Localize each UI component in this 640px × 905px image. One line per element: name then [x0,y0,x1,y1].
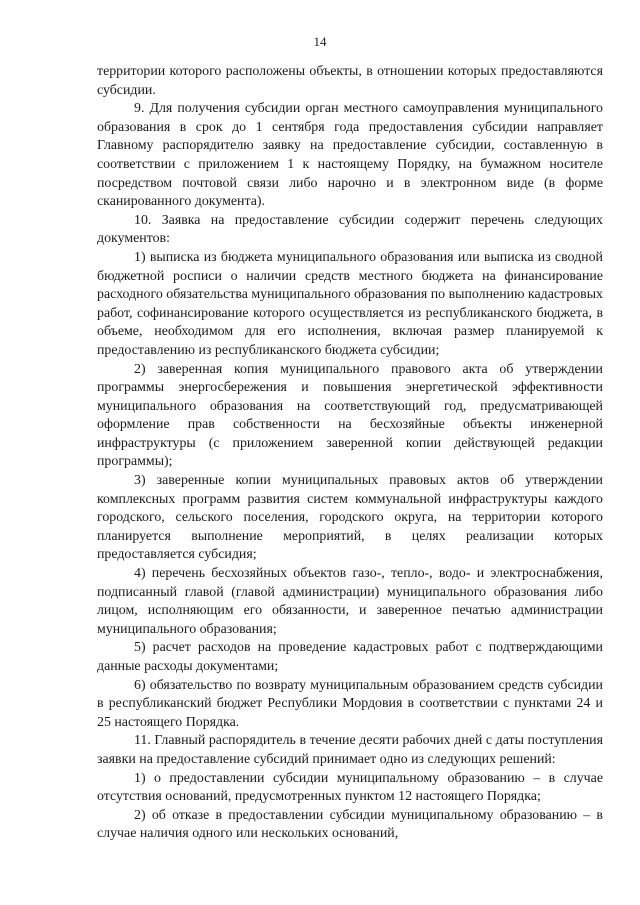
paragraph-item-10: 10. Заявка на предоставление субсидии содержит перечень следующих документов: [97,212,603,247]
paragraph-item-11: 11. Главный распорядитель в течение десяти рабочих дней с даты поступления заявки на предоставление субсидий принимает одно из следующих решений: [97,733,603,767]
paragraph-continuation: территории которого расположены объекты, в отношении которых предоставляются субсидии. [97,64,603,98]
paragraph-subitem-6: 6) обязательство по возврату муниципальным образованием средств субсидии в республиканский бюджет Республики Мордовия в соответствии с пунктами 24 и 25 настоящего Порядка. [97,677,603,730]
paragraph-decision-2: 2) об отказе в предоставлении субсидии муниципальному образованию – в случае наличия одного или нескольких оснований, [97,807,603,842]
page-number: 14 [313,34,327,49]
document-body [97,63,603,844]
paragraph-decision-1: 1) о предоставлении субсидии муниципальному образованию – в случае отсутствия оснований, предусмотренных пунктом 12 настоящего Порядка; [97,770,603,805]
paragraph-item-9: 9. Для получения субсидии орган местного самоуправления муниципального образования в срок до 1 сентября года предоставления субсидии направляет Главному распорядителю заявку на предоставление субсидии, составленную в соответствии с приложением 1 к настоящему Порядку, на бумажном носителе посредством почтовой связи либо нарочно и в электронном виде (в форме сканированного документа). [97,101,603,210]
paragraph-subitem-4: 4) перечень бесхозяйных объектов газо-, тепло-, водо- и электроснабжения, подписанный главой (главой администрации) муниципального образования либо лицом, исполняющим его обязанности, и заверенное печатью администрации муниципального образования; [97,566,603,637]
paragraph-subitem-2: 2) заверенная копия муниципального правового акта об утверждении программы энергосбережения и повышения энергетической эффективности муниципального образования на соответствующий год, предусматривающей оформление прав собственности на бесхозяйные объекты инженерной инфраструктуры (с приложением заверенной копии действующей редакции программы); [97,361,603,470]
paragraph-subitem-1: 1) выписка из бюджета муниципального образования или выписка из сводной бюджетной росписи о наличии средств местного бюджета на финансирование расходного обязательства муниципального образования по выполнению кадастровых работ, софинансирование которого осуществляется из республиканского бюджета, в объеме, необходимом для его исполнения, включая размер планируемой к предоставлению из республиканского бюджета субсидии; [97,249,603,358]
paragraph-subitem-3: 3) заверенные копии муниципальных правовых актов об утверждении комплексных программ развития систем коммунальной инфраструктуры каждого городского, сельского поселения, городского округа, на территории которого планируется выполнение мероприятий, в целях реализации которых предоставляется субсидия; [97,473,603,563]
paragraph-subitem-5: 5) расчет расходов на проведение кадастровых работ с подтверждающими данные расходы документами; [97,640,603,674]
